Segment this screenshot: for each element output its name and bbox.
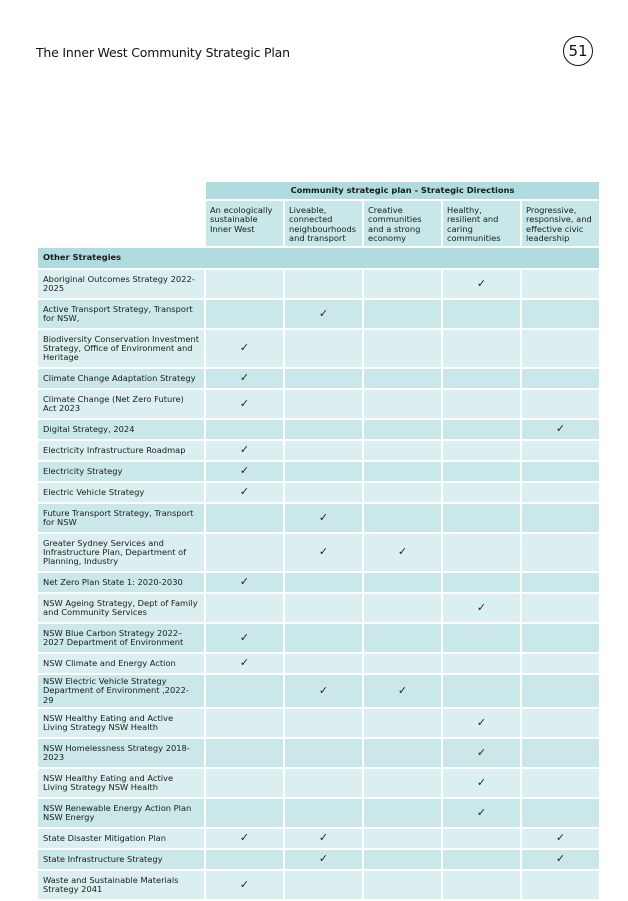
empty-cell — [522, 573, 599, 592]
table-row — [38, 504, 599, 532]
empty-cell — [364, 270, 441, 298]
empty-cell — [522, 534, 599, 571]
empty-cell — [443, 369, 520, 388]
empty-cell — [364, 829, 441, 848]
empty-cell — [522, 594, 599, 622]
empty-cell — [522, 330, 599, 367]
check-mark-icon: ✓ — [522, 850, 599, 869]
empty-cell — [206, 504, 283, 532]
empty-cell — [364, 573, 441, 592]
check-mark-icon: ✓ — [285, 300, 362, 328]
check-mark-icon: ✓ — [522, 829, 599, 848]
empty-cell — [443, 871, 520, 899]
empty-cell — [443, 534, 520, 571]
empty-cell — [522, 739, 599, 767]
table-body — [38, 270, 599, 899]
strategy-name: Electric Vehicle Strategy — [38, 483, 204, 502]
empty-cell — [364, 330, 441, 367]
empty-cell — [364, 504, 441, 532]
check-mark-icon: ✓ — [364, 675, 441, 707]
empty-cell — [285, 483, 362, 502]
table-row — [38, 624, 599, 652]
empty-cell — [522, 390, 599, 418]
empty-cell — [285, 709, 362, 737]
check-mark-icon: ✓ — [206, 573, 283, 592]
header-spacer — [38, 182, 204, 199]
empty-cell — [206, 739, 283, 767]
strategy-name: Waste and Sustainable Materials Strategy 2041 — [38, 871, 204, 899]
empty-cell — [522, 504, 599, 532]
check-mark-icon: ✓ — [364, 534, 441, 571]
check-mark-icon: ✓ — [285, 829, 362, 848]
empty-cell — [364, 799, 441, 827]
empty-cell — [364, 300, 441, 328]
empty-cell — [285, 573, 362, 592]
direction-header: Creative communities and a strong economy — [364, 201, 441, 246]
empty-cell — [285, 654, 362, 673]
empty-cell — [285, 594, 362, 622]
empty-cell — [285, 369, 362, 388]
table-row — [38, 420, 599, 439]
check-mark-icon: ✓ — [285, 675, 362, 707]
empty-cell — [285, 871, 362, 899]
empty-cell — [443, 300, 520, 328]
table-row — [38, 534, 599, 571]
table-row — [38, 709, 599, 737]
empty-cell — [364, 871, 441, 899]
strategies-table — [36, 180, 601, 901]
strategy-name: NSW Ageing Strategy, Dept of Family and Community Services — [38, 594, 204, 622]
empty-cell — [364, 462, 441, 481]
check-mark-icon: ✓ — [443, 769, 520, 797]
table-row — [38, 594, 599, 622]
check-mark-icon: ✓ — [206, 462, 283, 481]
check-mark-icon: ✓ — [206, 624, 283, 652]
empty-cell — [364, 709, 441, 737]
empty-cell — [285, 330, 362, 367]
table-row — [38, 675, 599, 707]
empty-cell — [364, 594, 441, 622]
check-mark-icon: ✓ — [206, 441, 283, 460]
check-mark-icon: ✓ — [285, 504, 362, 532]
empty-cell — [364, 624, 441, 652]
empty-cell — [206, 769, 283, 797]
check-mark-icon: ✓ — [206, 369, 283, 388]
direction-header: Liveable, connected neighbourhoods and transport — [285, 201, 362, 246]
empty-cell — [285, 390, 362, 418]
empty-cell — [285, 769, 362, 797]
empty-cell — [364, 739, 441, 767]
check-mark-icon: ✓ — [206, 829, 283, 848]
check-mark-icon: ✓ — [206, 483, 283, 502]
strategy-name: Digital Strategy, 2024 — [38, 420, 204, 439]
empty-cell — [522, 769, 599, 797]
empty-cell — [364, 420, 441, 439]
empty-cell — [522, 675, 599, 707]
strategy-name: Net Zero Plan State 1: 2020-2030 — [38, 573, 204, 592]
empty-cell — [443, 654, 520, 673]
strategy-name: State Disaster Mitigation Plan — [38, 829, 204, 848]
empty-cell — [364, 390, 441, 418]
check-mark-icon: ✓ — [206, 654, 283, 673]
empty-cell — [443, 483, 520, 502]
table-row — [38, 573, 599, 592]
empty-cell — [443, 675, 520, 707]
empty-cell — [522, 483, 599, 502]
check-mark-icon: ✓ — [285, 534, 362, 571]
page-number: 51 — [563, 36, 593, 66]
table-row — [38, 739, 599, 767]
empty-cell — [443, 829, 520, 848]
empty-cell — [364, 850, 441, 869]
empty-cell — [522, 300, 599, 328]
strategy-name: NSW Healthy Eating and Active Living Strategy NSW Health — [38, 709, 204, 737]
table-row — [38, 829, 599, 848]
empty-cell — [206, 534, 283, 571]
empty-cell — [206, 420, 283, 439]
strategy-name: Climate Change (Net Zero Future) Act 2023 — [38, 390, 204, 418]
empty-cell — [443, 504, 520, 532]
check-mark-icon: ✓ — [443, 594, 520, 622]
empty-cell — [443, 850, 520, 869]
check-mark-icon: ✓ — [206, 871, 283, 899]
empty-cell — [206, 850, 283, 869]
empty-cell — [285, 462, 362, 481]
direction-header: Healthy, resilient and caring communities — [443, 201, 520, 246]
strategy-name: State Infrastructure Strategy — [38, 850, 204, 869]
strategy-name: Aboriginal Outcomes Strategy 2022-2025 — [38, 270, 204, 298]
empty-cell — [364, 654, 441, 673]
empty-cell — [443, 462, 520, 481]
direction-header: Progressive, responsive, and effective civic leadership — [522, 201, 599, 246]
check-mark-icon: ✓ — [443, 739, 520, 767]
empty-cell — [522, 462, 599, 481]
table-row — [38, 769, 599, 797]
empty-cell — [522, 441, 599, 460]
strategy-name: Climate Change Adaptation Strategy — [38, 369, 204, 388]
empty-cell — [522, 624, 599, 652]
empty-cell — [364, 369, 441, 388]
table-row — [38, 654, 599, 673]
group-header: Community strategic plan - Strategic Directions — [206, 182, 599, 199]
table-row — [38, 441, 599, 460]
empty-cell — [522, 654, 599, 673]
check-mark-icon: ✓ — [522, 420, 599, 439]
empty-cell — [285, 270, 362, 298]
empty-cell — [443, 390, 520, 418]
strategy-name: NSW Electric Vehicle Strategy Department of Environment ,2022-29 — [38, 675, 204, 707]
table-row — [38, 799, 599, 827]
empty-cell — [443, 330, 520, 367]
empty-cell — [285, 739, 362, 767]
strategy-name: Electricity Infrastructure Roadmap — [38, 441, 204, 460]
table-row — [38, 300, 599, 328]
direction-header: An ecologically sustainable Inner West — [206, 201, 283, 246]
table-row — [38, 871, 599, 899]
empty-cell — [206, 799, 283, 827]
empty-cell — [443, 420, 520, 439]
strategy-name: NSW Homelessness Strategy 2018-2023 — [38, 739, 204, 767]
empty-cell — [206, 300, 283, 328]
header-spacer — [38, 201, 204, 246]
empty-cell — [522, 369, 599, 388]
page-title: The Inner West Community Strategic Plan — [36, 45, 290, 60]
empty-cell — [364, 483, 441, 502]
table-row — [38, 390, 599, 418]
strategy-name: Biodiversity Conservation Investment Strategy, Office of Environment and Heritage — [38, 330, 204, 367]
empty-cell — [285, 420, 362, 439]
check-mark-icon: ✓ — [206, 390, 283, 418]
empty-cell — [206, 709, 283, 737]
section-label: Other Strategies — [38, 248, 599, 268]
table-row — [38, 330, 599, 367]
check-mark-icon: ✓ — [443, 709, 520, 737]
empty-cell — [285, 441, 362, 460]
strategy-name: Future Transport Strategy, Transport for NSW — [38, 504, 204, 532]
empty-cell — [522, 799, 599, 827]
empty-cell — [206, 675, 283, 707]
table-row — [38, 483, 599, 502]
table-row — [38, 369, 599, 388]
empty-cell — [285, 624, 362, 652]
check-mark-icon: ✓ — [285, 850, 362, 869]
empty-cell — [285, 799, 362, 827]
strategy-name: Greater Sydney Services and Infrastructure Plan, Department of Planning, Industry — [38, 534, 204, 571]
empty-cell — [443, 624, 520, 652]
strategy-name: NSW Renewable Energy Action Plan NSW Energy — [38, 799, 204, 827]
empty-cell — [206, 594, 283, 622]
strategy-name: NSW Blue Carbon Strategy 2022–2027 Department of Environment — [38, 624, 204, 652]
empty-cell — [522, 270, 599, 298]
strategy-name: NSW Healthy Eating and Active Living Strategy NSW Health — [38, 769, 204, 797]
check-mark-icon: ✓ — [443, 799, 520, 827]
empty-cell — [522, 871, 599, 899]
strategy-name: Electricity Strategy — [38, 462, 204, 481]
empty-cell — [364, 441, 441, 460]
strategy-name: Active Transport Strategy, Transport for NSW, — [38, 300, 204, 328]
empty-cell — [364, 769, 441, 797]
strategy-name: NSW Climate and Energy Action — [38, 654, 204, 673]
empty-cell — [443, 441, 520, 460]
check-mark-icon: ✓ — [443, 270, 520, 298]
empty-cell — [443, 573, 520, 592]
table-row — [38, 270, 599, 298]
check-mark-icon: ✓ — [206, 330, 283, 367]
empty-cell — [206, 270, 283, 298]
table-row — [38, 462, 599, 481]
table-row — [38, 850, 599, 869]
empty-cell — [522, 709, 599, 737]
